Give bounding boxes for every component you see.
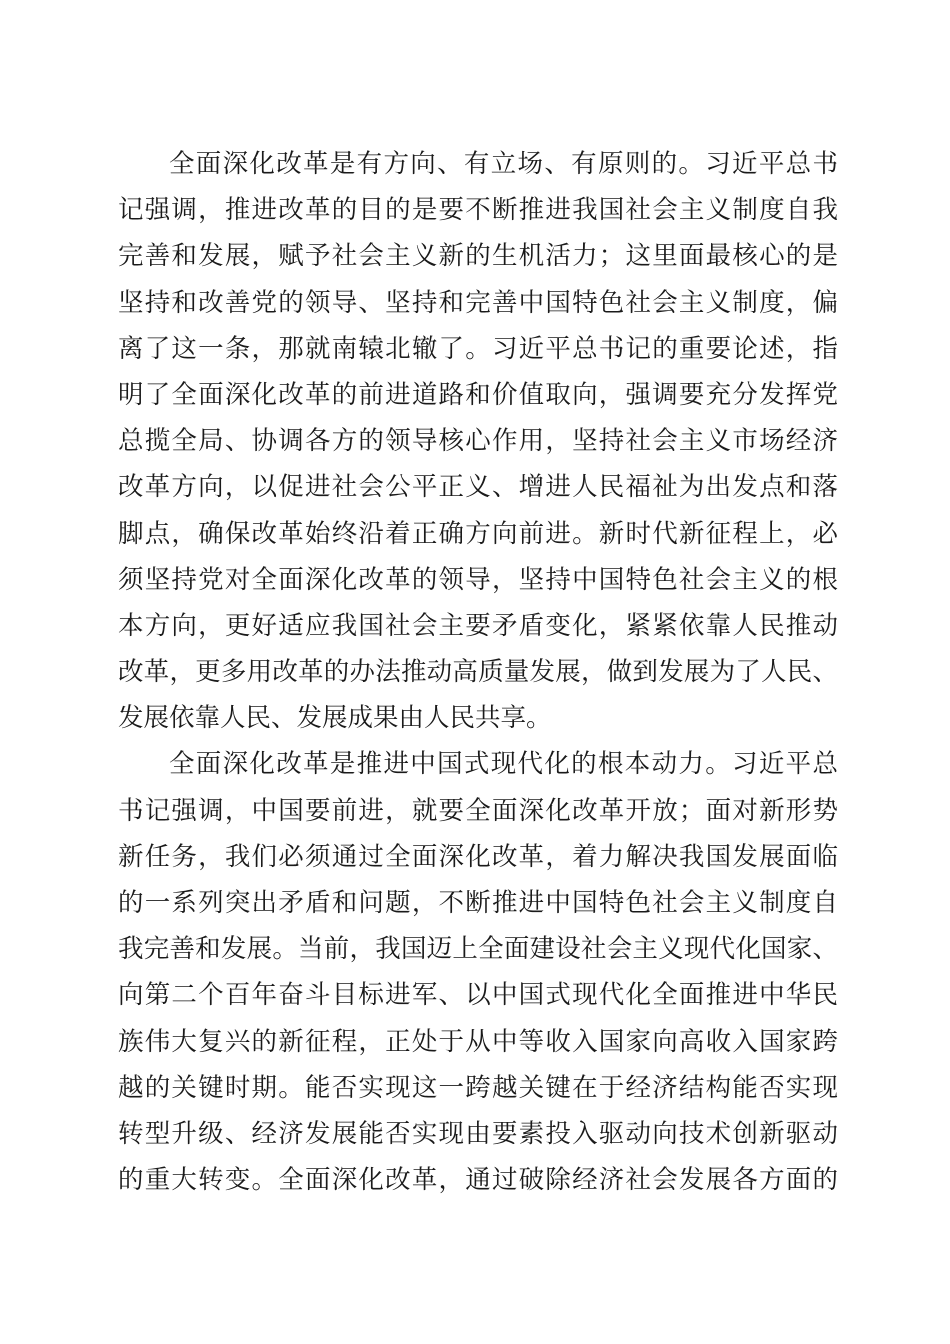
- paragraph-line: 明了全面深化改革的前进道路和价值取向，强调要充分发挥党: [118, 379, 838, 410]
- paragraph-line: 坚持和改善党的领导、坚持和完善中国特色社会主义制度，偏: [118, 287, 838, 318]
- paragraph-line: 发展依靠人民、发展成果由人民共享。: [118, 703, 552, 734]
- paragraph-line: 全面深化改革是推进中国式现代化的根本动力。习近平总: [169, 749, 838, 780]
- body-text: [118, 141, 838, 1203]
- paragraph-line: 改革方向，以促进社会公平正义、增进人民福祉为出发点和落: [118, 472, 838, 503]
- paragraph-line: 本方向，更好适应我国社会主要矛盾变化，紧紧依靠人民推动: [118, 610, 838, 641]
- paragraph-2: [118, 741, 838, 1203]
- paragraph-line: 全面深化改革是有方向、有立场、有原则的。习近平总书: [169, 149, 838, 179]
- paragraph-line: 我完善和发展。当前，我国迈上全面建设社会主义现代化国家、: [118, 934, 838, 965]
- paragraph-line: 改革，更多用改革的办法推动高质量发展，做到发展为了人民、: [118, 657, 838, 688]
- paragraph-line: 的重大转变。全面深化改革，通过破除经济社会发展各方面的: [118, 1165, 838, 1196]
- paragraph-line: 新任务，我们必须通过全面深化改革，着力解决我国发展面临: [118, 841, 838, 872]
- paragraph-line: 族伟大复兴的新征程，正处于从中等收入国家向高收入国家跨: [118, 1026, 838, 1057]
- paragraph-line: 离了这一条，那就南辕北辙了。习近平总书记的重要论述，指: [118, 333, 838, 364]
- paragraph-line: 的一系列突出矛盾和问题，不断推进中国特色社会主义制度自: [118, 888, 838, 918]
- paragraph-line: 脚点，确保改革始终沿着正确方向前进。新时代新征程上，必: [118, 518, 838, 549]
- paragraph-line: 须坚持党对全面深化改革的领导，坚持中国特色社会主义的根: [118, 564, 838, 595]
- paragraph-line: 向第二个百年奋斗目标进军、以中国式现代化全面推进中华民: [118, 980, 838, 1011]
- paragraph-line: 越的关键时期。能否实现这一跨越关键在于经济结构能否实现: [118, 1072, 838, 1103]
- paragraph-line: 完善和发展，赋予社会主义新的生机活力；这里面最核心的是: [118, 241, 838, 272]
- paragraph-line: 总揽全局、协调各方的领导核心作用，坚持社会主义市场经济: [118, 426, 838, 457]
- paragraph-line: 转型升级、经济发展能否实现由要素投入驱动向技术创新驱动: [118, 1118, 838, 1149]
- paragraph-1: [118, 141, 838, 741]
- paragraph-line: 书记强调，中国要前进，就要全面深化改革开放；面对新形势: [118, 795, 838, 826]
- paragraph-line: 记强调，推进改革的目的是要不断推进我国社会主义制度自我: [118, 195, 838, 226]
